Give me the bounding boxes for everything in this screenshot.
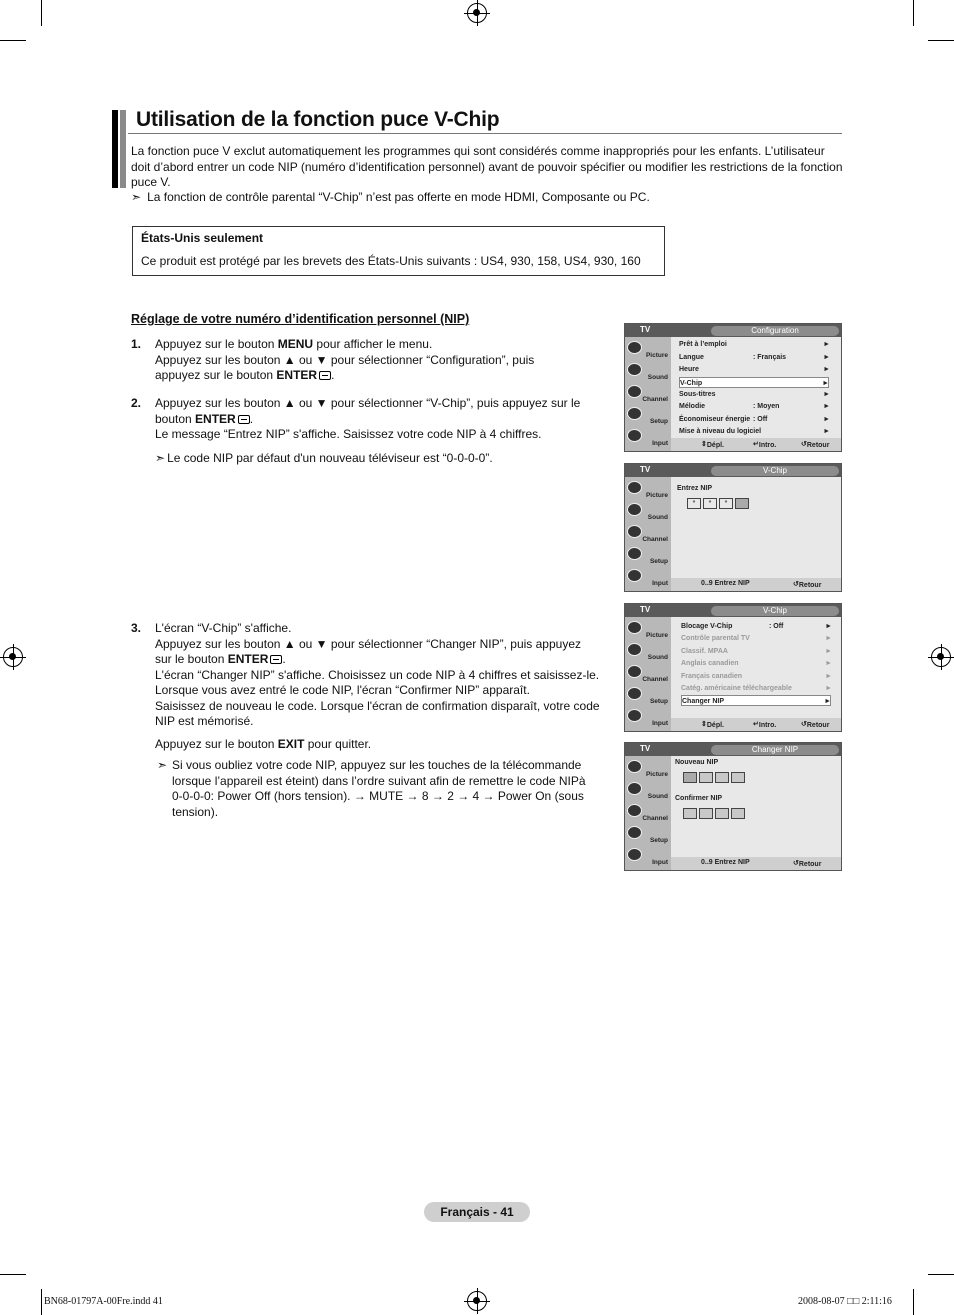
crop-mark: [0, 40, 26, 41]
menu-item[interactable]: Mélodie : Moyen ►: [679, 403, 830, 410]
confirm-pin-digit[interactable]: [715, 808, 729, 819]
sound-icon: [627, 363, 642, 376]
pin-digit[interactable]: *: [719, 498, 733, 509]
print-slug-file: BN68-01797A-00Fre.indd 41: [44, 1296, 163, 1307]
channel-icon: [627, 525, 642, 538]
crop-mark: [928, 40, 954, 41]
title-accent-bars: [112, 110, 127, 188]
step-number: 3.: [131, 621, 142, 635]
screen-title: V-Chip: [711, 606, 839, 616]
menu-item-selected[interactable]: V-Chip ►: [679, 377, 829, 388]
note-arrow-icon: ➣: [157, 758, 168, 772]
menu-item[interactable]: Classif. MPAA ►: [681, 648, 832, 655]
sound-icon: [627, 782, 642, 795]
enter-icon: [319, 371, 331, 380]
tv-screen-enter-pin: TV V-Chip Picture Sound Channel Setup Input Entrez NIP * * * 0..9 Entrez NIP ↺ Retour: [624, 463, 842, 592]
menu-item[interactable]: Sous-titres ►: [679, 391, 830, 398]
move-hint: ⇕ Dépl.: [701, 721, 724, 729]
us-box-heading: États-Unis seulement: [141, 231, 264, 245]
menu-item[interactable]: Langue : Français ►: [679, 354, 830, 361]
side-item-sound[interactable]: Sound: [625, 641, 671, 662]
hdmi-note: ➣ La fonction de contrôle parental “V-Chip” n’est pas offerte en mode HDMI, Composante ou PC.: [131, 190, 650, 204]
menu-item[interactable]: Heure ►: [679, 366, 830, 373]
side-item-picture[interactable]: Picture: [625, 619, 671, 640]
enter-pin-label: Entrez NIP: [677, 485, 713, 492]
picture-icon: [627, 481, 642, 494]
input-icon: [627, 569, 642, 582]
side-item-setup[interactable]: Setup: [625, 824, 671, 845]
side-item-setup[interactable]: Setup: [625, 545, 671, 566]
side-item-sound[interactable]: Sound: [625, 361, 671, 382]
new-pin-digit[interactable]: [699, 772, 713, 783]
move-hint: ⇕ Dépl.: [701, 441, 724, 449]
confirm-pin-digit[interactable]: [699, 808, 713, 819]
side-item-channel[interactable]: Channel: [625, 663, 671, 684]
side-item-input[interactable]: Input: [625, 707, 671, 728]
registration-mark-icon: [931, 647, 951, 667]
print-slug-date: 2008-08-07 □□ 2:11:16: [798, 1296, 892, 1307]
new-pin-digit[interactable]: [731, 772, 745, 783]
intro-paragraph: La fonction puce V exclut automatiquement les programmes qui sont considérés comme inappropriés pour les enfants. L’utilisateur doit d’abord entrer un code NIP (numéro d’identification personnel) avant de pouvoir spécifier ou modifier les restrictions de la fonction puce V.: [131, 144, 843, 189]
confirm-pin-digit[interactable]: [683, 808, 697, 819]
new-pin-label: Nouveau NIP: [675, 759, 719, 766]
crop-mark: [0, 1274, 26, 1275]
side-item-channel[interactable]: Channel: [625, 802, 671, 823]
input-icon: [627, 848, 642, 861]
menu-item[interactable]: Catég. américaine téléchargeable ►: [681, 685, 832, 692]
enter-icon: [238, 415, 250, 424]
side-item-input[interactable]: Input: [625, 427, 671, 448]
setup-icon: [627, 687, 642, 700]
return-hint: ↺ Retour: [801, 721, 830, 729]
screen-title: V-Chip: [711, 466, 839, 476]
tv-screen-configuration: TV Configuration Picture Sound Channel Setup Input Prêt à l’emploi ► Langue : Français ► Heure ► V-Chip ► Sous-titres ► Mélodie : Moyen ► Économiseur énergie : Off ► Mise à niveau du logiciel ► ⇕ Dépl. ↵ Intro. ↺ Retour: [624, 323, 842, 452]
return-hint: ↺ Retour: [801, 441, 830, 449]
new-pin-digit[interactable]: [683, 772, 697, 783]
channel-icon: [627, 385, 642, 398]
side-item-picture[interactable]: Picture: [625, 758, 671, 779]
menu-item[interactable]: Économiseur énergie : Off ►: [679, 416, 830, 423]
crop-mark: [913, 0, 914, 26]
us-patent-box: [132, 226, 665, 276]
page-number: Français - 41: [424, 1202, 530, 1222]
channel-icon: [627, 665, 642, 678]
picture-icon: [627, 341, 642, 354]
channel-icon: [627, 804, 642, 817]
enter-icon: [270, 655, 282, 664]
return-hint: ↺ Retour: [793, 581, 822, 589]
menu-item[interactable]: Anglais canadien ►: [681, 660, 832, 667]
enter-hint: ↵ Intro.: [753, 721, 777, 729]
menu-item[interactable]: Français canadien ►: [681, 673, 832, 680]
side-item-input[interactable]: Input: [625, 567, 671, 588]
side-item-sound[interactable]: Sound: [625, 501, 671, 522]
side-item-picture[interactable]: Picture: [625, 479, 671, 500]
sound-icon: [627, 503, 642, 516]
return-hint: ↺ Retour: [793, 860, 822, 868]
registration-mark-icon: [467, 3, 487, 23]
step-number: 1.: [131, 337, 142, 351]
screen-title: Changer NIP: [711, 745, 839, 755]
note-arrow-icon: ➣: [155, 450, 166, 465]
enter-pin-hint: 0..9 Entrez NIP: [701, 859, 750, 866]
side-item-input[interactable]: Input: [625, 846, 671, 867]
confirm-pin-label: Confirmer NIP: [675, 795, 723, 802]
side-item-channel[interactable]: Channel: [625, 383, 671, 404]
side-item-channel[interactable]: Channel: [625, 523, 671, 544]
side-item-setup[interactable]: Setup: [625, 685, 671, 706]
input-icon: [627, 429, 642, 442]
setup-icon: [627, 547, 642, 560]
tv-screen-change-pin: TV Changer NIP Picture Sound Channel Setup Input Nouveau NIP Confirmer NIP 0..9 Entrez NIP ↺ Retour: [624, 742, 842, 871]
crop-mark: [41, 1289, 42, 1315]
menu-item[interactable]: Mise à niveau du logiciel ►: [679, 428, 830, 435]
page-title: Utilisation de la fonction puce V-Chip: [136, 108, 500, 131]
us-box-text: Ce produit est protégé par les brevets des États-Unis suivants : US4, 930, 158, US4, 930, 160: [141, 254, 641, 268]
input-icon: [627, 709, 642, 722]
screen-title: Configuration: [711, 326, 839, 336]
sound-icon: [627, 643, 642, 656]
menu-item[interactable]: Blocage V-Chip : Off ►: [681, 623, 832, 630]
menu-item-selected[interactable]: Changer NIP ►: [681, 695, 831, 706]
side-item-sound[interactable]: Sound: [625, 780, 671, 801]
new-pin-digit[interactable]: [715, 772, 729, 783]
registration-mark-icon: [3, 647, 23, 667]
pin-digit[interactable]: *: [687, 498, 701, 509]
menu-item[interactable]: Contrôle parental TV ►: [681, 635, 832, 642]
confirm-pin-digit[interactable]: [731, 808, 745, 819]
registration-mark-icon: [467, 1291, 487, 1311]
side-item-picture[interactable]: Picture: [625, 339, 671, 360]
section-heading: Réglage de votre numéro d’identification personnel (NIP): [131, 312, 470, 326]
crop-mark: [928, 1274, 954, 1275]
menu-item[interactable]: Prêt à l’emploi ►: [679, 341, 830, 348]
enter-pin-hint: 0..9 Entrez NIP: [701, 580, 750, 587]
enter-hint: ↵ Intro.: [753, 441, 777, 449]
pin-digit[interactable]: [735, 498, 749, 509]
setup-icon: [627, 407, 642, 420]
title-divider: [128, 133, 842, 134]
crop-mark: [41, 0, 42, 26]
step-number: 2.: [131, 396, 142, 410]
tv-screen-vchip-menu: TV V-Chip Picture Sound Channel Setup Input Blocage V-Chip : Off ► Contrôle parental TV ► Classif. MPAA ► Anglais canadien ► Français canadien ► Catég. américaine téléchargeable ► Changer NIP ► ⇕ Dépl. ↵ Intro. ↺ Retour: [624, 603, 842, 732]
note-arrow-icon: ➣: [131, 190, 142, 204]
picture-icon: [627, 621, 642, 634]
crop-mark: [913, 1289, 914, 1315]
pin-digit[interactable]: *: [703, 498, 717, 509]
side-item-setup[interactable]: Setup: [625, 405, 671, 426]
picture-icon: [627, 760, 642, 773]
setup-icon: [627, 826, 642, 839]
